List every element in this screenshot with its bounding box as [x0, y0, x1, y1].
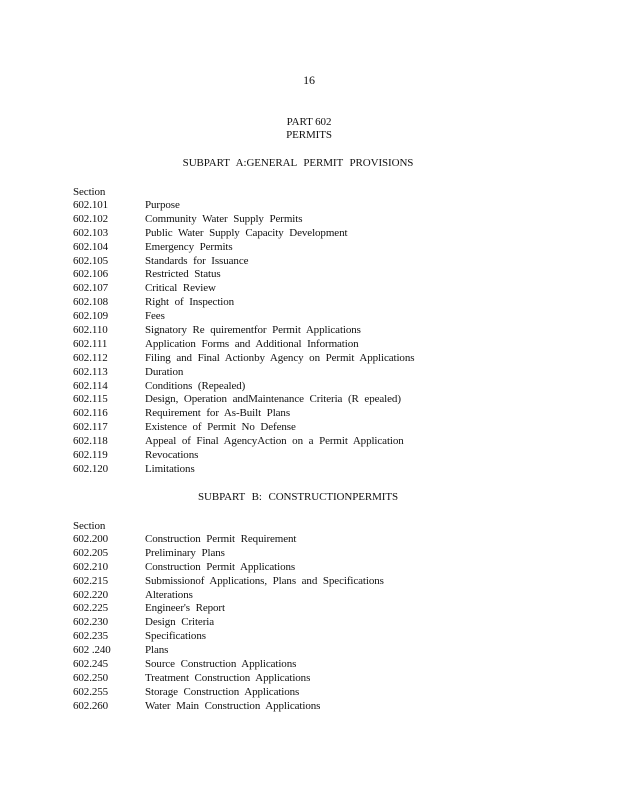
section-title: Public Water Supply Capacity Development: [145, 226, 348, 239]
section-row: [73, 589, 593, 603]
section-row: [73, 616, 593, 630]
section-title: Construction Permit Applications: [145, 560, 296, 573]
section-row: [73, 561, 593, 575]
section-title: Preliminary Plans: [145, 546, 225, 559]
section-title: Design Criteria: [145, 616, 215, 629]
subpart-b-section-list: [73, 519, 593, 714]
section-row: [73, 700, 593, 714]
section-row: [73, 241, 593, 255]
section-number: 602.102: [73, 212, 109, 225]
section-title: Treatment Construction Applications: [145, 671, 311, 684]
section-label: Section: [73, 520, 106, 532]
section-title: Purpose: [145, 199, 180, 211]
section-number: 602.116: [73, 407, 108, 420]
section-title: Engineer's Report: [145, 602, 225, 615]
section-row: [73, 380, 593, 394]
section-row: [73, 296, 593, 310]
section-number: 602.119: [73, 449, 108, 462]
section-title: Construction Permit Requirement: [145, 533, 297, 545]
section-row: [73, 407, 593, 421]
section-title: Filing and Final Actionby Agency on Permit Applications: [145, 351, 415, 364]
section-title: Restricted Status: [145, 268, 221, 281]
section-number: 602.200: [73, 533, 109, 545]
section-number: 602.109: [73, 310, 109, 323]
section-row: [73, 338, 593, 352]
section-label: Section: [73, 186, 106, 198]
section-number: 602 .240: [73, 644, 111, 657]
section-title: Limitations: [145, 462, 195, 475]
section-title: Specifications: [145, 630, 206, 643]
section-title: Design, Operation andMaintenance Criteria (R epealed): [145, 393, 401, 406]
section-number: 602.210: [73, 560, 109, 573]
section-title: Appeal of Final AgencyAction on a Permit Application: [145, 435, 404, 448]
section-title: Emergency Permits: [145, 240, 233, 253]
section-row: [73, 547, 593, 561]
section-row: [73, 310, 593, 324]
section-number: 602.110: [73, 324, 108, 337]
section-row: [73, 255, 593, 269]
section-row: [73, 352, 593, 366]
section-number: 602.108: [73, 296, 109, 309]
section-number: 602.107: [73, 282, 109, 295]
section-title: Fees: [145, 310, 165, 323]
section-title: Critical Review: [145, 282, 216, 295]
section-number: 602.225: [73, 602, 109, 615]
section-number: 602.113: [73, 365, 108, 378]
section-row: [73, 686, 593, 700]
subpart-a-heading: SUBPART A:GENERAL PERMIT PROVISIONS: [182, 157, 414, 169]
section-number: 602.101: [73, 199, 109, 211]
section-title: Existence of Permit No Defense: [145, 421, 296, 434]
section-title: Source Construction Applications: [145, 658, 297, 671]
section-row: [73, 282, 593, 296]
section-number: 602.114: [73, 379, 108, 392]
section-number: 602.250: [73, 671, 109, 684]
section-title: Plans: [145, 644, 169, 657]
section-number: 602.106: [73, 268, 109, 281]
section-row: [73, 449, 593, 463]
section-row: [73, 533, 593, 547]
subpart-b-heading: SUBPART B: CONSTRUCTIONPERMITS: [198, 491, 398, 503]
part-title: PART 602: [286, 116, 332, 128]
section-row: [73, 658, 593, 672]
section-number: 602.215: [73, 574, 109, 587]
section-title: Submissionof Applications, Plans and Specifications: [145, 574, 384, 587]
subpart-a-rows: [73, 199, 593, 477]
section-number: 602.230: [73, 616, 109, 629]
section-title: Revocations: [145, 449, 199, 462]
section-number: 602.235: [73, 630, 109, 643]
section-row: [73, 366, 593, 380]
section-number: 602.260: [73, 699, 109, 712]
section-row: [73, 227, 593, 241]
section-row: [73, 421, 593, 435]
section-title: Water Main Construction Applications: [145, 699, 321, 712]
subpart-b-rows: [73, 533, 593, 714]
section-title: Requirement for As-Built Plans: [145, 407, 291, 420]
section-number: 602.117: [73, 421, 108, 434]
section-row: [73, 199, 593, 213]
section-number: 602.118: [73, 435, 108, 448]
section-title: Conditions (Repealed): [145, 379, 246, 392]
section-number: 602.205: [73, 546, 109, 559]
part-subtitle: PERMITS: [286, 129, 332, 141]
section-number: 602.105: [73, 254, 109, 267]
section-row: [73, 393, 593, 407]
section-title: Storage Construction Applications: [145, 685, 300, 698]
section-number: 602.220: [73, 588, 109, 601]
section-number: 602.104: [73, 240, 109, 253]
section-row: [73, 435, 593, 449]
section-row: [73, 324, 593, 338]
section-row: [73, 644, 593, 658]
section-title: Alterations: [145, 588, 193, 601]
section-title: Signatory Re quirementfor Permit Applications: [145, 324, 361, 337]
section-number: 602.112: [73, 351, 108, 364]
section-title: Application Forms and Additional Information: [145, 337, 359, 350]
section-row: [73, 575, 593, 589]
section-number: 602.111: [73, 337, 108, 350]
section-row: [73, 268, 593, 282]
section-number: 602.103: [73, 226, 109, 239]
section-number: 602.255: [73, 685, 109, 698]
section-row: [73, 672, 593, 686]
section-title: Community Water Supply Permits: [145, 212, 303, 225]
section-row: [73, 213, 593, 227]
section-title: Duration: [145, 365, 184, 378]
section-number: 602.120: [73, 462, 109, 475]
section-title: Right of Inspection: [145, 296, 235, 309]
section-row: [73, 463, 593, 477]
section-row: [73, 602, 593, 616]
subpart-a-section-list: [73, 185, 593, 477]
page-number: 16: [303, 73, 315, 87]
section-row: [73, 630, 593, 644]
section-title: Standards for Issuance: [145, 254, 249, 267]
section-number: 602.245: [73, 658, 109, 671]
section-number: 602.115: [73, 393, 108, 406]
